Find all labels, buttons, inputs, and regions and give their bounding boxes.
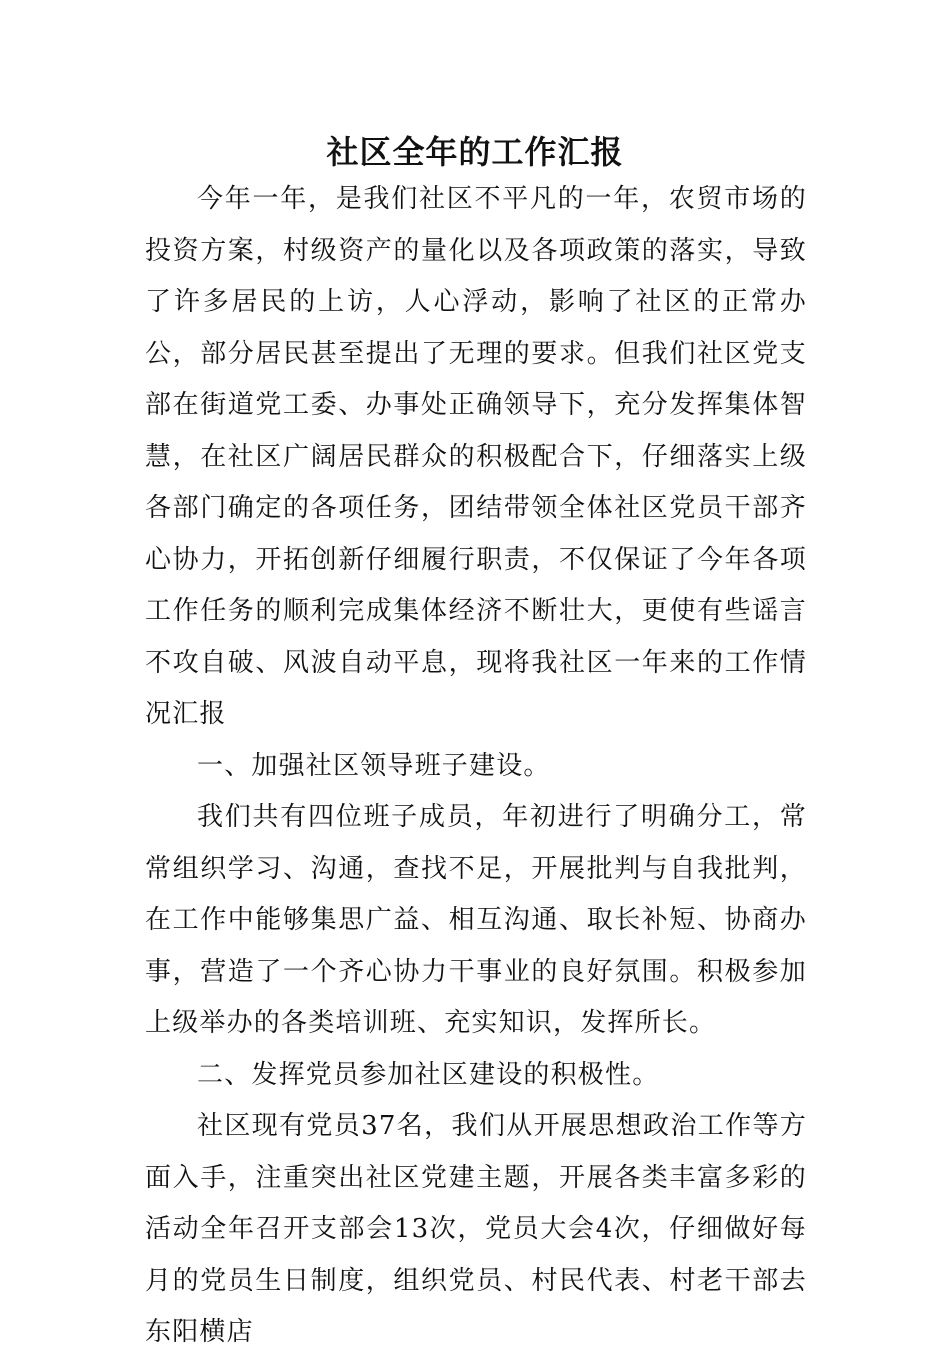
section-1-paragraph: 我们共有四位班子成员，年初进行了明确分工，常常组织学习、沟通，查找不足，开展批判与自我批判，在工作中能够集思广益、相互沟通、取长补短、协商办事，营造了一个齐心协力干事业的良好氛围。积极参加上级举办的各类培训班、充实知识，发挥所长。 — [145, 802, 807, 1038]
section-heading-2: 二、发挥党员参加社区建设的积极性。 — [197, 1059, 660, 1090]
section-2-paragraph: 社区现有党员37名，我们从开展思想政治工作等方面入手，注重突出社区党建主题，开展各类丰富多彩的活动全年召开支部会13次，党员大会4次，仔细做好每月的党员生日制度，组织党员、村民代表、村老干部去东阳横店 — [145, 1111, 807, 1347]
document-title: 社区全年的工作汇报 — [326, 133, 624, 171]
document-body — [145, 174, 807, 1359]
intro-paragraph: 今年一年，是我们社区不平凡的一年，农贸市场的投资方案，村级资产的量化以及各项政策的落实，导致了许多居民的上访，人心浮动，影响了社区的正常办公，部分居民甚至提出了无理的要求。但我们社区党支部在街道党工委、办事处正确领导下，充分发挥集体智慧，在社区广阔居民群众的积极配合下，仔细落实上级各部门确定的各项任务，团结带领全体社区党员干部齐心协力，开拓创新仔细履行职责，不仅保证了今年各项工作任务的顺利完成集体经济不断壮大，更使有些谣言不攻自破、风波自动平息，现将我社区一年来的工作情况汇报 — [145, 184, 807, 729]
section-heading-1: 一、加强社区领导班子建设。 — [197, 750, 551, 781]
